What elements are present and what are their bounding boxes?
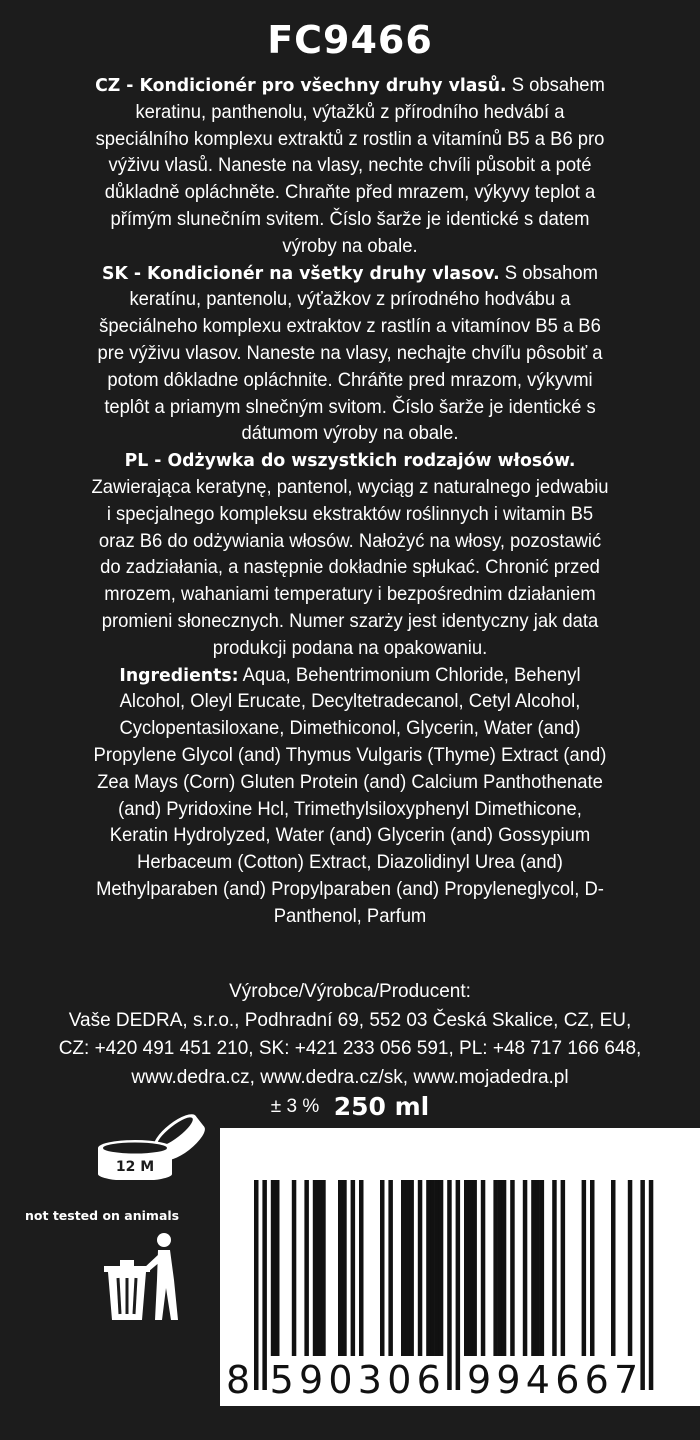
recycle-bin-icon [104, 1228, 188, 1328]
barcode-bar [409, 1180, 414, 1356]
open-jar-icon [92, 1108, 212, 1180]
barcode-digit: 8 [226, 1358, 251, 1402]
ingredients-label: Ingredients: [119, 664, 239, 686]
section-sk-body: S obsahom keratínu, pantenolu, výťažkov z prírodného hodvábu a špeciálneho komplexu extraktov z rastlín a vitamínov B5 a B6 pre výživu vlasov. Naneste na vlasy, nechajte chvíľu pôsobiť a potom dôkladne opláchnite. Chráňte pred mrazom, výkyvmi teplôt a priamym slnečným svitom. Číslo šarže je identické s dátumom výroby na obale. [97, 262, 603, 445]
barcode-bar [380, 1180, 385, 1356]
producer-websites: www.dedra.cz, www.dedra.cz/sk, www.mojadedra.pl [131, 1066, 569, 1088]
barcode-digit: 0 [328, 1358, 353, 1402]
producer-block [20, 978, 680, 1092]
barcode-bar [464, 1180, 469, 1356]
barcode-bar [502, 1180, 507, 1356]
barcode-digit: 0 [387, 1358, 412, 1402]
barcode-bar [430, 1180, 435, 1356]
barcode-bar [405, 1180, 410, 1356]
barcode-digit: 6 [416, 1358, 441, 1402]
barcode-bar [498, 1180, 503, 1356]
section-pl-body: Zawierająca keratynę, pantenol, wyciąg z naturalnego jedwabiu i specjalnego kompleksu ekstraktów roślinnych i witamin B5 oraz B6 do odżywiania włosów. Nałożyć na włosy, pozostawić do zadziałania, a następnie dokładnie spłukać. Chronić przed mrozem, wahaniami temperatury i bezpośrednim działaniem promieni słonecznych. Numer szarży jest identyczny jak data produkcji podana na opakowaniu. [91, 476, 609, 659]
barcode-bar [351, 1180, 356, 1356]
barcode-digit: 3 [357, 1358, 382, 1402]
barcode-bar [321, 1180, 326, 1356]
barcode-bar [435, 1180, 440, 1356]
barcode-bar [535, 1180, 540, 1356]
barcode-bar [271, 1180, 276, 1356]
barcode-bar [304, 1180, 309, 1356]
barcode-bar [359, 1180, 364, 1356]
barcode-digit: 6 [584, 1358, 609, 1402]
barcode-bar [472, 1180, 477, 1356]
barcode-bar [611, 1180, 616, 1356]
barcode-bar [493, 1180, 498, 1356]
barcode-bar [317, 1180, 322, 1356]
barcode-bar [292, 1180, 297, 1356]
volume-amount: 250 ml [333, 1092, 430, 1121]
barcode-bar [342, 1180, 347, 1356]
barcode-bar [401, 1180, 406, 1356]
barcode-bar [628, 1180, 633, 1356]
section-cz [91, 73, 609, 261]
ingredients [91, 663, 609, 931]
barcode-digit: 4 [525, 1358, 550, 1402]
section-cz-body: S obsahem keratinu, panthenolu, výtažků z přírodního hedvábí a speciálního komplexu extraktů z rostlin a vitamínů B5 a B6 pro výživu vlasů. Naneste na vlasy, nechte chvíli působit a poté důkladně opláchněte. Chraňte před mrazem, výkyvy teplot a přímým slunečním svitem. Číslo šarže je identické s datem výroby na obale. [95, 75, 605, 257]
volume-tolerance: ± 3 % [270, 1095, 320, 1117]
ingredients-text: Aqua, Behentrimonium Chloride, Behenyl Alcohol, Oleyl Erucate, Decyltetradecanol, Cetyl Alcohol, Cyclopentasiloxane, Dimethiconol, Glycerin, Water (and) Propylene Glycol (and) Thymus Vulgaris (Thyme) Extract (and) Zea Mays (Corn) Gluten Protein (and) Calcium Panthothenate (and) Pyridoxine Hcl, Trimethylsiloxyphenyl Dimethicone, Keratin Hydrolyzed, Water (and) Glycerin (and) Gossypium Herbaceum (Cotton) Extract, Diazolidinyl Urea (and) Methylparaben (and) Propylparaben (and) Propyleneglycol, D-Panthenol, Parfum [93, 664, 607, 927]
section-cz-lead: CZ - Kondicionér pro všechny druhy vlasů. [95, 75, 507, 96]
barcode [220, 1128, 700, 1406]
section-sk-lead: SK - Kondicionér na všetky druhy vlasov. [102, 262, 500, 284]
barcode-digit: 6 [555, 1358, 580, 1402]
barcode-bar [338, 1180, 343, 1356]
barcode-bar [510, 1180, 515, 1356]
barcode-bar [561, 1180, 566, 1356]
section-sk [91, 261, 609, 449]
barcode-bar [426, 1180, 431, 1356]
barcode-digit: 9 [299, 1358, 324, 1402]
barcode-bar [468, 1180, 473, 1356]
barcode-digit: 9 [496, 1358, 521, 1402]
barcode-digit: 5 [269, 1358, 294, 1402]
barcode-bar [582, 1180, 587, 1356]
description-block [91, 73, 609, 931]
barcode-digits [220, 1358, 700, 1402]
producer-address: Vaše DEDRA, s.r.o., Podhradní 69, 552 03 Česká Skalice, CZ, EU, [68, 1009, 632, 1031]
producer-heading: Výrobce/Výrobca/Producent: [229, 981, 471, 1002]
barcode-bar [439, 1180, 444, 1356]
barcode-bar [523, 1180, 528, 1356]
not-tested-label: not tested on animals [25, 1208, 180, 1223]
producer-phones: CZ: +420 491 451 210, SK: +421 233 056 591, PL: +48 717 166 648, [58, 1038, 642, 1059]
pao-label: 12 M [115, 1159, 155, 1175]
barcode-bar [275, 1180, 280, 1356]
barcode-bar [388, 1180, 393, 1356]
section-pl-lead: PL - Odżywka do wszystkich rodzajów włosów. [124, 450, 576, 472]
barcode-digit: 9 [467, 1358, 492, 1402]
product-code: FC9466 [267, 18, 433, 62]
barcode-bar [481, 1180, 486, 1356]
barcode-bar [313, 1180, 318, 1356]
barcode-bar [531, 1180, 536, 1356]
barcode-bar [552, 1180, 557, 1356]
barcode-bar [540, 1180, 545, 1356]
barcode-bar [590, 1180, 595, 1356]
barcode-digit: 7 [614, 1358, 639, 1402]
barcode-bar [418, 1180, 423, 1356]
section-pl [91, 448, 609, 662]
